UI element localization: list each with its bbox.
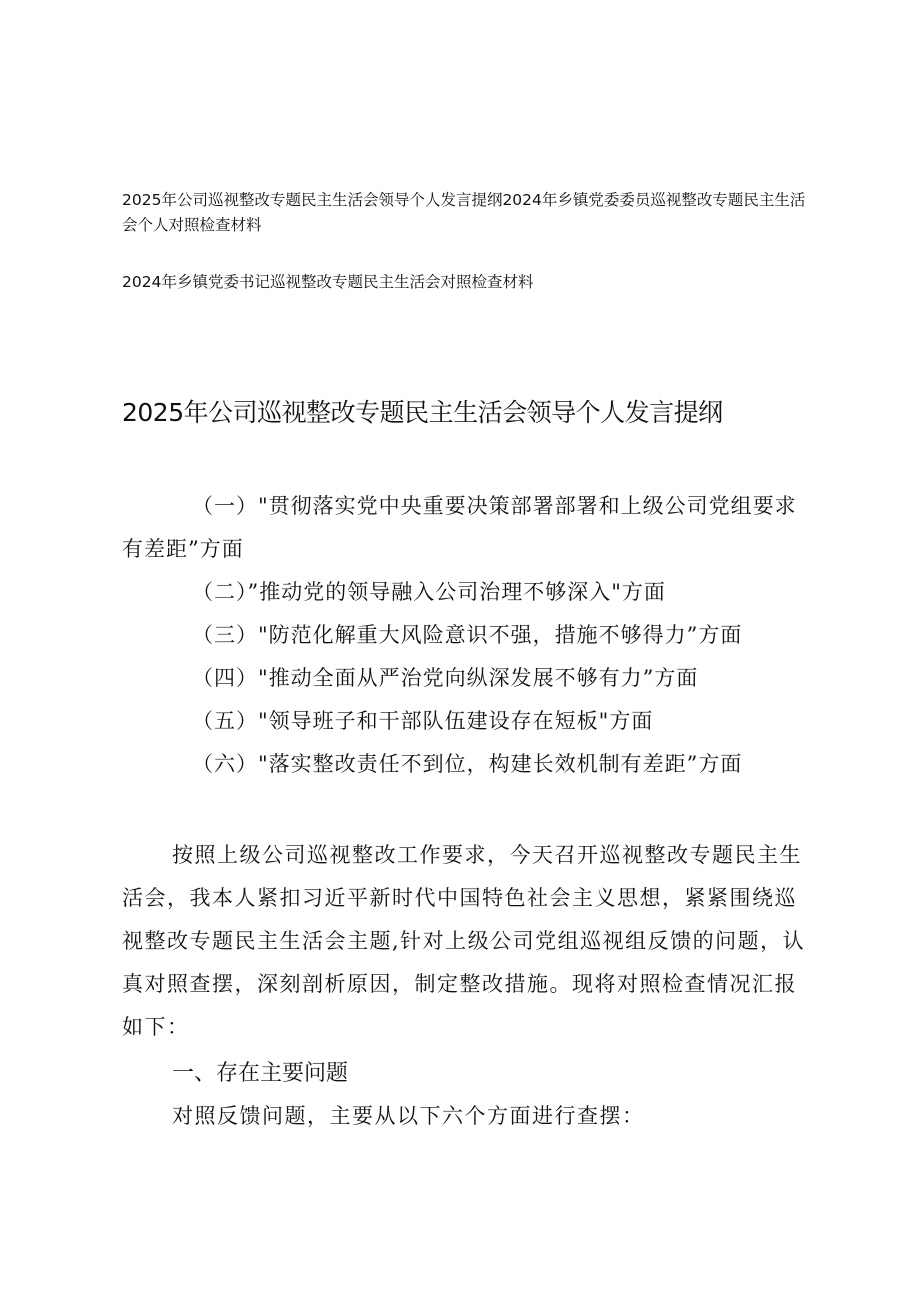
toc-entry: 2024年乡镇党委书记巡视整改专题民主生活会对照检查材料 xyxy=(122,273,534,291)
outline-item: （一）"贯彻落实党中央重要决策部署部署和上级公司党组要求有差距”方面 xyxy=(122,494,797,561)
outline-item: （四）"推动全面从严治党向纵深发展不够有力”方面 xyxy=(192,666,699,690)
section-heading: 一、存在主要问题 xyxy=(172,1061,349,1086)
outline-item: （六）"落实整改责任不到位，构建长效机制有差距”方面 xyxy=(192,752,743,776)
outline-list xyxy=(122,485,812,786)
toc-entry: 2025年公司巡视整改专题民主生活会领导个人发言提纲2024年乡镇党委委员巡视整改专题民主生活会个人对照检查材料 xyxy=(122,191,806,234)
document-title: 2025年公司巡视整改专题民主生活会领导个人发言提纲 xyxy=(122,398,723,427)
outline-item: （二）”推动党的领导融入公司治理不够深入"方面 xyxy=(192,580,666,604)
intro-paragraph: 按照上级公司巡视整改工作要求，今天召开巡视整改专题民主生活会，我本人紧扣习近平新时代中国特色社会主义思想，紧紧围绕巡视整改专题民主生活会主题,针对上级公司党组巡视组反馈的问题，认真对照查摆，深刻剖析原因，制定整改措施。现将对照检查情况汇报如下： xyxy=(122,843,806,1039)
outline-item: （五）"领导班子和干部队伍建设存在短板"方面 xyxy=(192,709,654,733)
table-of-contents xyxy=(122,188,812,295)
section-lead-paragraph: 对照反馈问题，主要从以下六个方面进行查摆： xyxy=(172,1104,645,1128)
outline-item: （三）"防范化解重大风险意识不强，措施不够得力”方面 xyxy=(192,623,743,647)
